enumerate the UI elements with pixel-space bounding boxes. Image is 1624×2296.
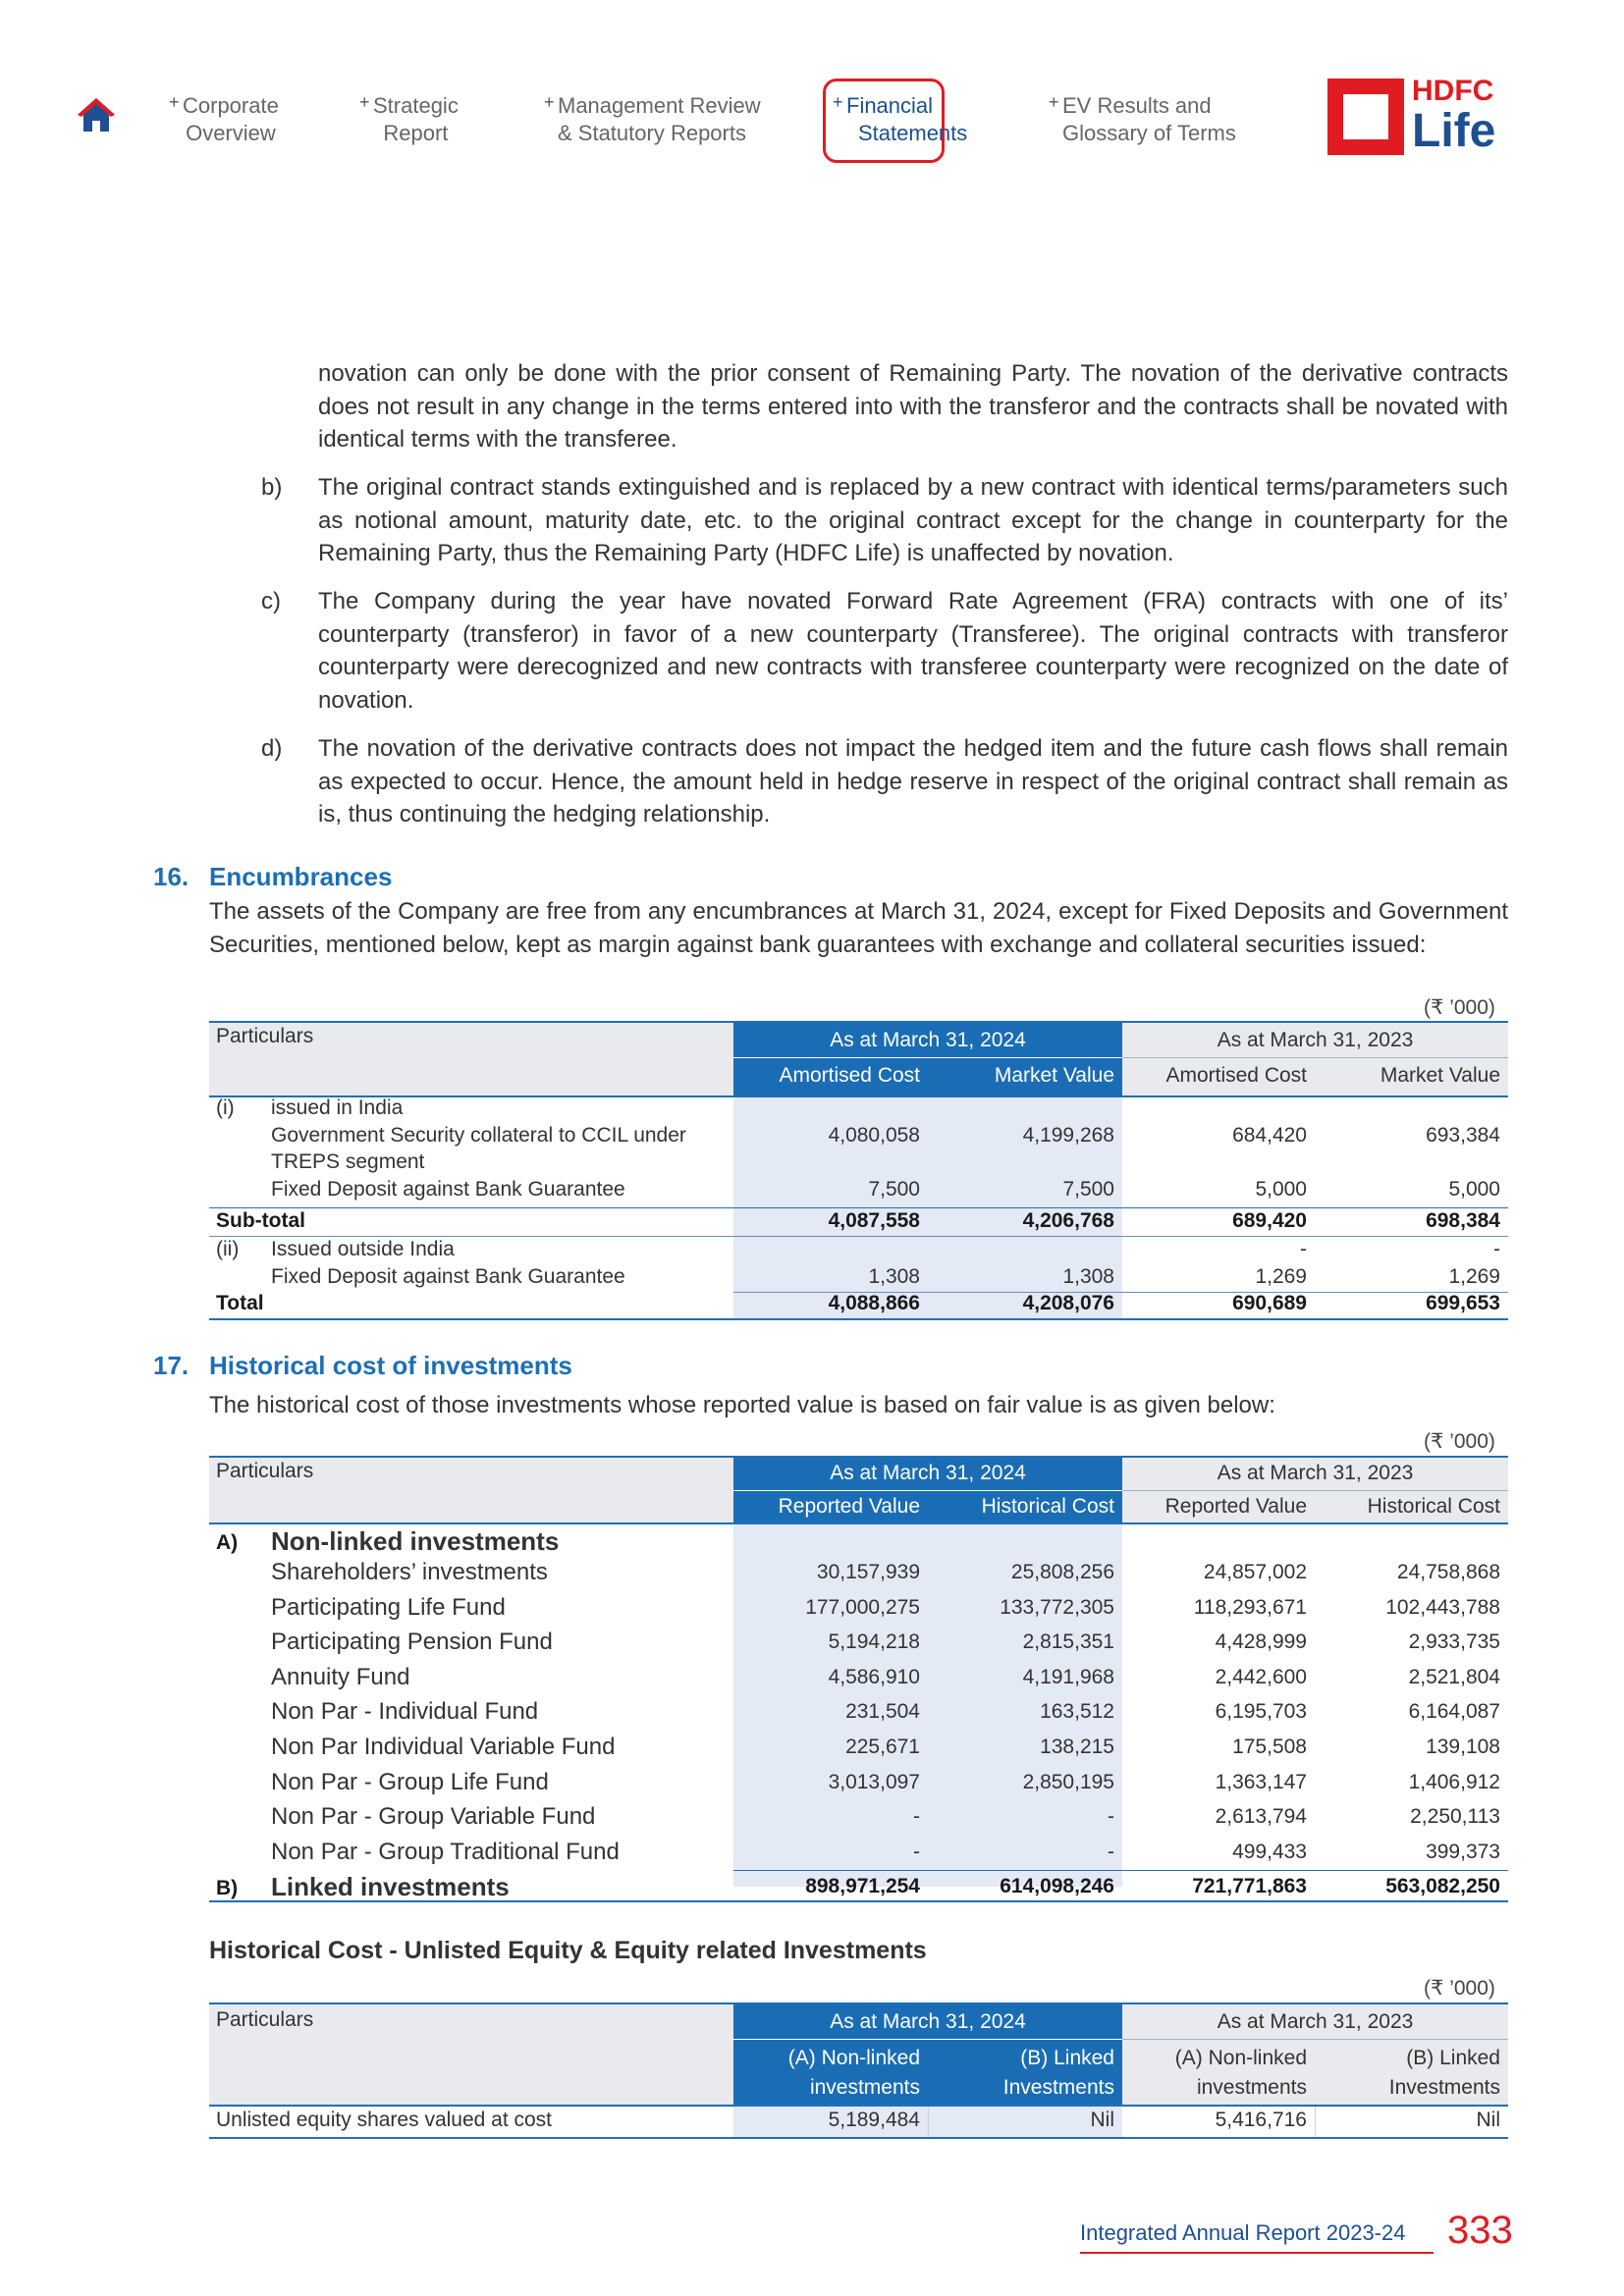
table-cell: 5,000 <box>1255 1178 1307 1201</box>
section-title: Historical cost of investments <box>209 1351 572 1380</box>
table-cell: - <box>1108 1841 1114 1863</box>
table-cell: 163,512 <box>1040 1700 1114 1723</box>
plus-icon: + <box>359 92 370 112</box>
row-label: Non Par - Individual Fund <box>271 1698 539 1725</box>
row-group-label: Issued outside India <box>271 1238 455 1260</box>
column-header: Amortised Cost <box>1165 1064 1307 1087</box>
item-label: d) <box>261 735 283 762</box>
column-header-line: (A) Non-linked <box>1174 2047 1307 2069</box>
table-cell: 5,189,484 <box>828 2109 920 2131</box>
item-text: The Company during the year have novated Forward Rate Agreement (FRA) contracts with one of its’ counterparty (transferor) in favor of a new counterparty (Transferee). The original contracts with transferor counterparty were derecognized and new contracts with transferee counterparty were recognized on the date of novation. <box>318 588 1508 714</box>
period-header-2023: As at March 31, 2023 <box>1217 1462 1414 1484</box>
group-label: B) <box>216 1877 239 1899</box>
hdfc-life-logo <box>1327 75 1510 157</box>
table-cell: 690,689 <box>1232 1292 1307 1314</box>
nav-label: Glossary of Terms <box>1062 121 1236 145</box>
table-cell: 1,363,147 <box>1215 1771 1307 1793</box>
table-cell: 6,164,087 <box>1408 1700 1500 1723</box>
column-header <box>928 2044 1114 2103</box>
table-cell: 6,195,703 <box>1215 1700 1307 1723</box>
logo-text-bottom: Life <box>1412 105 1496 157</box>
table-cell: 1,269 <box>1448 1265 1500 1288</box>
column-header-line: Investments <box>1002 2076 1114 2099</box>
table-cell: 4,191,968 <box>1022 1666 1114 1688</box>
table-cell: 693,384 <box>1426 1124 1500 1147</box>
nav-label: Strategic <box>373 93 459 118</box>
item-text: The novation of the derivative contracts does not impact the hedged item and the future cash flows shall remain as expected to occur. Hence, the amount held in hedge reserve in respect of the original contract shall remain as is, thus continuing the hedging relationship. <box>318 735 1508 828</box>
home-icon[interactable] <box>77 96 116 133</box>
subsection-title: Historical Cost - Unlisted Equity & Equity related Investments <box>209 1937 927 1964</box>
column-header: Market Value <box>1380 1064 1500 1087</box>
item-text: The original contract stands extinguished and is replaced by a new contract with identical terms/parameters such as notional amount, maturity date, etc. to the original contract except for the change in counterparty for the Remaining Party, thus the Remaining Party (HDFC Life) is unaffected by novation. <box>318 474 1508 566</box>
column-header <box>1122 2044 1307 2103</box>
table-cell: 898,971,254 <box>805 1875 920 1897</box>
table-cell: 133,772,305 <box>1000 1596 1114 1619</box>
table-cell: 684,420 <box>1232 1124 1307 1147</box>
period-header-2024: As at March 31, 2024 <box>830 1462 1026 1484</box>
period-header-2023: As at March 31, 2023 <box>1217 1029 1414 1051</box>
group-label: A) <box>216 1531 239 1554</box>
row-label: Fixed Deposit against Bank Guarantee <box>271 1265 625 1288</box>
table-cell: 177,000,275 <box>805 1596 920 1619</box>
table-cell: 4,208,076 <box>1022 1292 1114 1314</box>
table-cell: 2,933,735 <box>1408 1630 1500 1653</box>
column-header-line: (A) Non-linked <box>787 2047 920 2069</box>
table-cell: 231,504 <box>845 1700 920 1723</box>
table-cell: 689,420 <box>1232 1209 1307 1232</box>
column-header <box>1316 2044 1500 2103</box>
table-cell: 30,157,939 <box>816 1561 920 1583</box>
column-header-line: investments <box>1196 2076 1307 2099</box>
logo-text-top: HDFC <box>1412 75 1494 107</box>
plus-icon: + <box>833 92 843 112</box>
nav-label: Management Review <box>558 93 761 118</box>
section-number: 17. <box>153 1351 189 1380</box>
nav-corporate-overview[interactable] <box>169 92 279 147</box>
row-label: Annuity Fund <box>271 1664 410 1690</box>
table-cell: 25,808,256 <box>1010 1561 1114 1583</box>
table-cell: 698,384 <box>1426 1209 1500 1232</box>
table-cell: 1,308 <box>868 1265 920 1288</box>
section-number: 16. <box>153 862 189 891</box>
row-label: TREPS segment <box>271 1150 425 1173</box>
table-cell: 5,194,218 <box>828 1630 920 1653</box>
table-cell: 4,087,558 <box>828 1209 920 1232</box>
table-cell: 1,269 <box>1255 1265 1307 1288</box>
unit-label: (₹ ’000) <box>1424 996 1495 1019</box>
table-cell: 4,206,768 <box>1022 1209 1114 1232</box>
table-cell: 499,433 <box>1232 1841 1307 1863</box>
nav-label: EV Results and <box>1062 93 1212 118</box>
row-group-label: issued in India <box>271 1096 404 1119</box>
nav-label: Overview <box>186 121 276 145</box>
table-cell: 7,500 <box>868 1178 920 1201</box>
table-cell: 7,500 <box>1062 1178 1114 1201</box>
row-number: (ii) <box>216 1238 240 1260</box>
table-cell: 3,013,097 <box>828 1771 920 1793</box>
column-header-particulars: Particulars <box>216 2008 314 2031</box>
unit-label: (₹ ’000) <box>1424 1977 1495 2000</box>
plus-icon: + <box>1049 92 1059 112</box>
table-cell: 4,088,866 <box>828 1292 920 1314</box>
row-label: Non Par Individual Variable Fund <box>271 1734 616 1760</box>
footer-divider <box>1080 2252 1434 2254</box>
row-number: (i) <box>216 1096 235 1119</box>
table-cell: 721,771,863 <box>1192 1875 1307 1897</box>
group-title: Linked investments <box>271 1872 510 1901</box>
column-header-particulars: Particulars <box>216 1025 314 1047</box>
intro-paragraph: novation can only be done with the prior consent of Remaining Party. The novation of the derivative contracts does not result in any change in the terms entered into with the transferor and the contracts shall be novated with identical terms with the transferee. <box>318 360 1508 453</box>
table-cell: 614,098,246 <box>1000 1875 1114 1897</box>
nav-label: Financial <box>846 93 934 118</box>
row-label: Government Security collateral to CCIL under <box>271 1124 686 1147</box>
item-label: c) <box>261 588 281 614</box>
table-cell: Nil <box>1090 2109 1114 2131</box>
column-header-line: (B) Linked <box>1020 2047 1114 2069</box>
report-name: Integrated Annual Report 2023-24 <box>1080 2220 1406 2245</box>
column-header: Market Value <box>994 1064 1114 1087</box>
nav-management-review[interactable] <box>544 92 761 147</box>
column-header-particulars: Particulars <box>216 1460 314 1482</box>
table-cell: - <box>913 1805 920 1828</box>
table-cell: 24,758,868 <box>1396 1561 1500 1583</box>
table-cell: 1,406,912 <box>1408 1771 1500 1793</box>
table-cell: 139,108 <box>1426 1735 1500 1758</box>
unit-label: (₹ ’000) <box>1424 1430 1495 1453</box>
nav-label: Report <box>383 121 449 145</box>
table-cell: 4,428,999 <box>1215 1630 1307 1653</box>
row-label: Non Par - Group Variable Fund <box>271 1803 596 1830</box>
table-cell: 563,082,250 <box>1385 1875 1500 1897</box>
row-label: Non Par - Group Life Fund <box>271 1769 549 1795</box>
row-label: Participating Life Fund <box>271 1594 506 1621</box>
column-header: Reported Value <box>1164 1495 1307 1518</box>
table-cell: 4,199,268 <box>1022 1124 1114 1147</box>
column-header-line: Investments <box>1388 2076 1500 2099</box>
table-cell: 5,416,716 <box>1215 2109 1307 2131</box>
column-header-line: (B) Linked <box>1406 2047 1500 2069</box>
nav-label: & Statutory Reports <box>558 121 746 145</box>
table-cell: 699,653 <box>1426 1292 1500 1314</box>
column-header: Historical Cost <box>1367 1495 1500 1518</box>
period-header-2024: As at March 31, 2024 <box>830 1029 1026 1051</box>
column-header-line: investments <box>809 2076 920 2099</box>
nav-strategic-report[interactable] <box>359 92 459 147</box>
table-cell: 2,613,794 <box>1215 1805 1307 1828</box>
table-cell: 138,215 <box>1040 1735 1114 1758</box>
period-header-2024: As at March 31, 2024 <box>830 2010 1026 2033</box>
page-number: 333 <box>1447 2209 1513 2252</box>
item-label: b) <box>261 474 283 501</box>
column-header <box>733 2044 920 2103</box>
nav-ev-results[interactable] <box>1049 92 1236 147</box>
table-cell: 102,443,788 <box>1385 1596 1500 1619</box>
table-cell: 225,671 <box>845 1735 920 1758</box>
row-label: Unlisted equity shares valued at cost <box>216 2109 553 2131</box>
table-cell: 4,080,058 <box>828 1124 920 1147</box>
column-header: Reported Value <box>778 1495 920 1518</box>
period-header-2023: As at March 31, 2023 <box>1217 2010 1414 2033</box>
section-text: The historical cost of those investments whose reported value is based on fair value is as given below: <box>209 1392 1275 1418</box>
table-cell: 24,857,002 <box>1203 1561 1307 1583</box>
table-cell: 5,000 <box>1448 1178 1500 1201</box>
table-cell: - <box>1300 1238 1307 1260</box>
row-label: Shareholders’ investments <box>271 1559 548 1585</box>
table-cell: 2,850,195 <box>1022 1771 1114 1793</box>
table-cell: - <box>1493 1238 1500 1260</box>
table-cell: 2,442,600 <box>1215 1666 1307 1688</box>
table-cell: 4,586,910 <box>828 1666 920 1688</box>
subtotal-label: Sub-total <box>216 1209 305 1232</box>
row-label: Non Par - Group Traditional Fund <box>271 1839 620 1865</box>
table-cell: - <box>1108 1805 1114 1828</box>
row-label: Fixed Deposit against Bank Guarantee <box>271 1178 625 1201</box>
table-cell: 1,308 <box>1062 1265 1114 1288</box>
row-label: Participating Pension Fund <box>271 1629 553 1655</box>
table-cell: - <box>913 1841 920 1863</box>
table-cell: Nil <box>1476 2109 1500 2131</box>
column-header: Amortised Cost <box>779 1064 920 1087</box>
section-title: Encumbrances <box>209 862 393 891</box>
section-text: The assets of the Company are free from any encumbrances at March 31, 2024, except for Fixed Deposits and Government Securities, mentioned below, kept as margin against bank guarantees with exchange and collateral securities issued: <box>209 898 1508 958</box>
nav-label: Corporate <box>183 93 279 118</box>
total-label: Total <box>216 1292 264 1314</box>
plus-icon: + <box>544 92 555 112</box>
column-header: Historical Cost <box>981 1495 1114 1518</box>
table-cell: 2,815,351 <box>1022 1630 1114 1653</box>
plus-icon: + <box>169 92 180 112</box>
group-title: Non-linked investments <box>271 1526 560 1556</box>
nav-label: Statements <box>858 121 968 145</box>
table-cell: 2,250,113 <box>1410 1805 1500 1828</box>
table-cell: 2,521,804 <box>1408 1666 1500 1688</box>
table-cell: 175,508 <box>1232 1735 1307 1758</box>
table-cell: 118,293,671 <box>1193 1596 1307 1619</box>
table-cell: 399,373 <box>1426 1841 1500 1863</box>
nav-financial-statements[interactable] <box>833 92 968 147</box>
